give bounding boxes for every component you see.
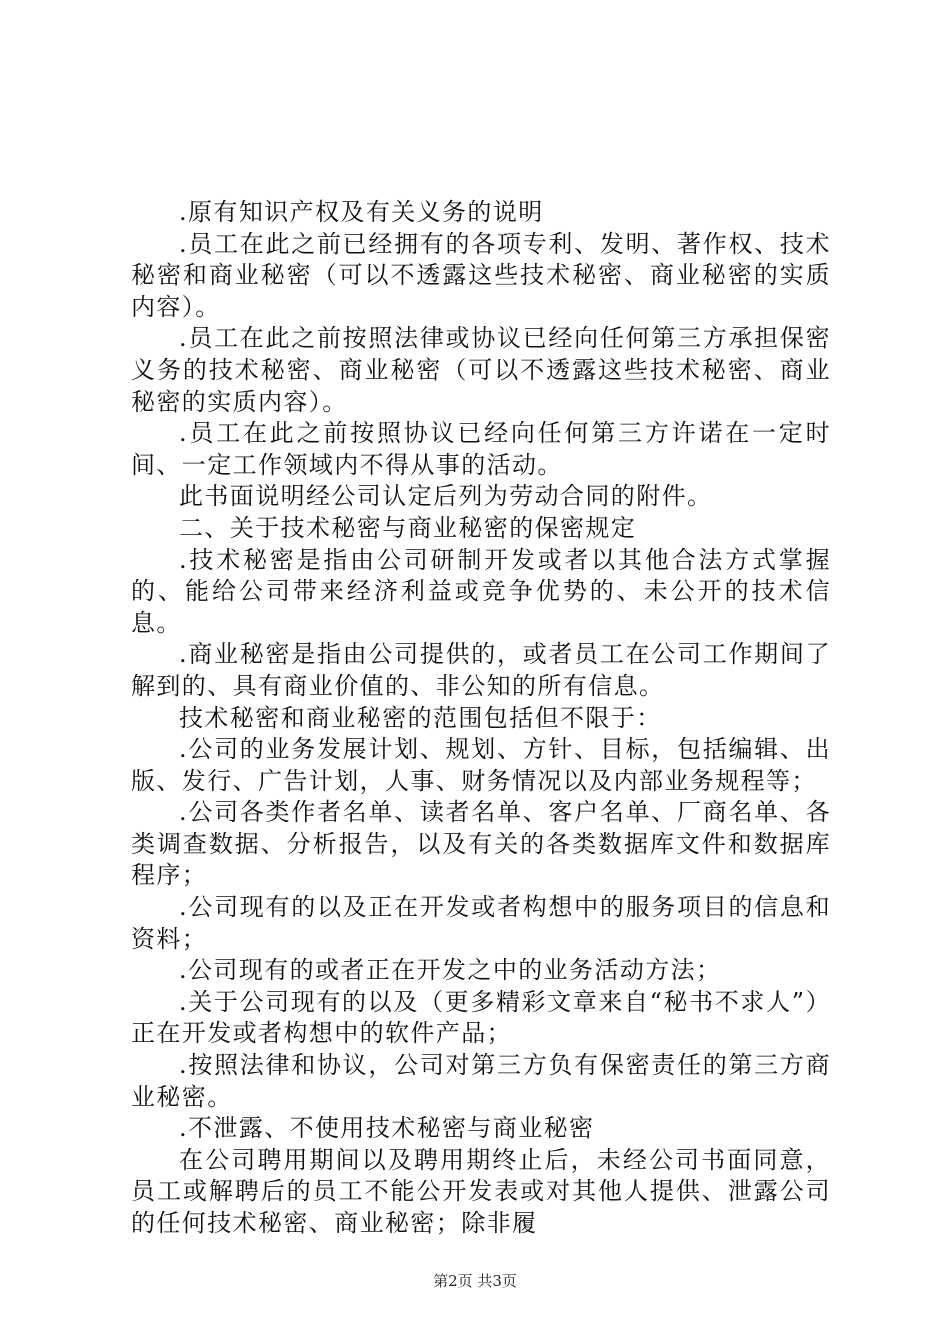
- paragraph: .关于公司现有的以及（更多精彩文章来自“秘书不求人”）正在开发或者构想中的软件产品；: [131, 987, 831, 1048]
- paragraph: .员工在此之前按照法律或协议已经向任何第三方承担保密义务的技术秘密、商业秘密（可以不透露这些技术秘密、商业秘密的实质内容）。: [131, 324, 831, 416]
- paragraph: 此书面说明经公司认定后列为劳动合同的附件。: [179, 482, 713, 511]
- paragraph: .技术秘密是指由公司研制开发或者以其他合法方式掌握的、能给公司带来经济利益或竞争优势的、未公开的技术信息。: [131, 545, 831, 637]
- paragraph: .商业秘密是指由公司提供的，或者员工在公司工作期间了解到的、具有商业价值的、非公知的所有信息。: [131, 640, 831, 700]
- page-footer: [0, 1270, 950, 1291]
- paragraph: .公司现有的或者正在开发之中的业务活动方法；: [179, 956, 722, 985]
- paragraph: .公司各类作者名单、读者名单、客户名单、厂商名单、各类调查数据、分析报告，以及有关的各类数据库文件和数据库程序；: [131, 798, 831, 890]
- page-number: 第2页 共3页: [433, 1272, 517, 1290]
- section-heading: 二、关于技术秘密与商业秘密的保密规定: [179, 513, 637, 542]
- paragraph: .公司的业务发展计划、规划、方针、目标，包括编辑、出版、发行、广告计划，人事、财务情况以及内部业务规程等；: [131, 735, 831, 795]
- paragraph: 在公司聘用期间以及聘用期终止后，未经公司书面同意，员工或解聘后的员工不能公开发表或对其他人提供、泄露公司的任何技术秘密、商业秘密；除非履: [131, 1145, 831, 1237]
- paragraph: .员工在此之前已经拥有的各项专利、发明、著作权、技术秘密和商业秘密（可以不透露这些技术秘密、商业秘密的实质内容）。: [131, 229, 831, 321]
- paragraph: .公司现有的以及正在开发或者构想中的服务项目的信息和资料；: [131, 893, 831, 953]
- paragraph: .按照法律和协议，公司对第三方负有保密责任的第三方商业秘密。: [131, 1051, 831, 1111]
- document-body: [131, 197, 831, 1240]
- paragraph: 技术秘密和商业秘密的范围包括但不限于：: [179, 703, 662, 732]
- paragraph: .员工在此之前按照协议已经向任何第三方许诺在一定时间、一定工作领域内不得从事的活动。: [131, 419, 831, 479]
- paragraph: .不泄露、不使用技术秘密与商业秘密: [179, 1114, 595, 1143]
- paragraph: .原有知识产权及有关义务的说明: [179, 198, 544, 226]
